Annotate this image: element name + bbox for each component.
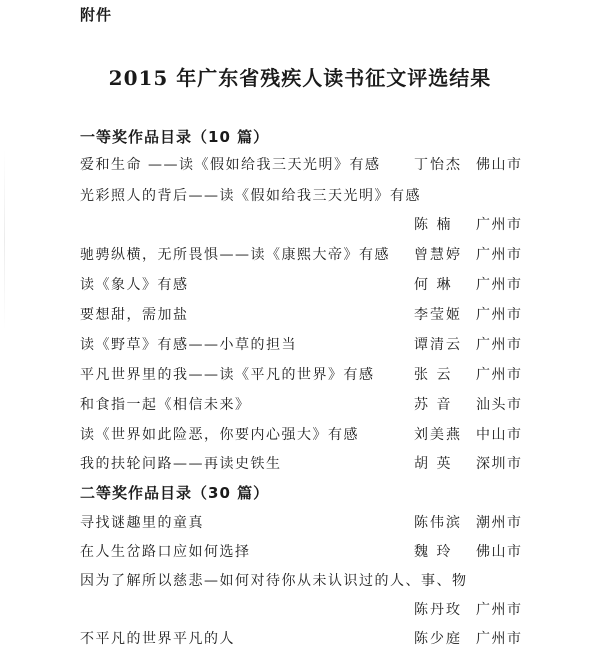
- entry-city: 广州市: [476, 367, 523, 383]
- entry-title: 光彩照人的背后——读《假如给我三天光明》有感: [80, 188, 421, 204]
- entry-author: 苏 音: [414, 397, 453, 413]
- entry-author: 谭清云: [414, 337, 462, 353]
- entry-city: 广州市: [476, 602, 523, 618]
- entry-city: 深圳市: [476, 456, 523, 472]
- scan-edge-shadow: [4, 150, 5, 330]
- entry-author: 曾慧婷: [414, 247, 462, 263]
- entry-title: 我的扶轮问路——再读史铁生: [80, 456, 282, 472]
- entry-author: 刘美燕: [414, 427, 462, 443]
- entry-title: 平凡世界里的我——读《平凡的世界》有感: [80, 367, 375, 383]
- entry-title: 读《野草》有感——小草的担当: [80, 337, 297, 353]
- entry-author: 何 琳: [414, 277, 453, 293]
- entry-title: 读《象人》有感: [80, 277, 189, 293]
- entry-city: 汕头市: [476, 397, 523, 413]
- entry-author: 魏 玲: [414, 544, 453, 560]
- entry-title: 因为了解所以慈悲—如何对待你从未认识过的人、事、物: [80, 573, 468, 589]
- entry-city: 佛山市: [476, 157, 523, 173]
- entry-title: 读《世界如此险恶，你要内心强大》有感: [80, 427, 359, 443]
- entry-city: 广州市: [476, 247, 523, 263]
- entry-author: 丁怡杰: [414, 157, 462, 173]
- section-heading-first-prize: 一等奖作品目录（10 篇）: [80, 128, 270, 146]
- entry-city: 广州市: [476, 217, 523, 233]
- entry-city: 潮州市: [476, 515, 523, 531]
- entry-title: 要想甜，需加盐: [80, 307, 189, 323]
- entry-city: 广州市: [476, 337, 523, 353]
- entry-author: 张 云: [414, 367, 453, 383]
- entry-city: 广州市: [476, 307, 523, 323]
- entry-city: 广州市: [476, 277, 523, 293]
- entry-title: 不平凡的世界平凡的人: [80, 631, 235, 647]
- entry-city: 中山市: [476, 427, 523, 443]
- entry-author: 李莹姬: [414, 307, 462, 323]
- document-title: 2015 年广东省残疾人读书征文评选结果: [108, 66, 492, 90]
- entry-title: 寻找谜趣里的童真: [80, 515, 204, 531]
- entry-author: 胡 英: [414, 456, 453, 472]
- section-heading-second-prize: 二等奖作品目录（30 篇）: [80, 484, 270, 502]
- entry-author: 陈 楠: [414, 217, 453, 233]
- entry-author: 陈伟滨: [414, 515, 462, 531]
- entry-author: 陈丹玫: [414, 602, 462, 618]
- entry-title: 和食指一起《相信未来》: [80, 397, 251, 413]
- entry-author: 陈少庭: [414, 631, 462, 647]
- entry-city: 广州市: [476, 631, 523, 647]
- entry-city: 佛山市: [476, 544, 523, 560]
- entry-title: 在人生岔路口应如何选择: [80, 544, 251, 560]
- entry-title: 驰骋纵横，无所畏惧——读《康熙大帝》有感: [80, 247, 390, 263]
- attachment-label: 附件: [80, 6, 113, 24]
- entry-title: 爱和生命 ——读《假如给我三天光明》有感: [80, 157, 381, 173]
